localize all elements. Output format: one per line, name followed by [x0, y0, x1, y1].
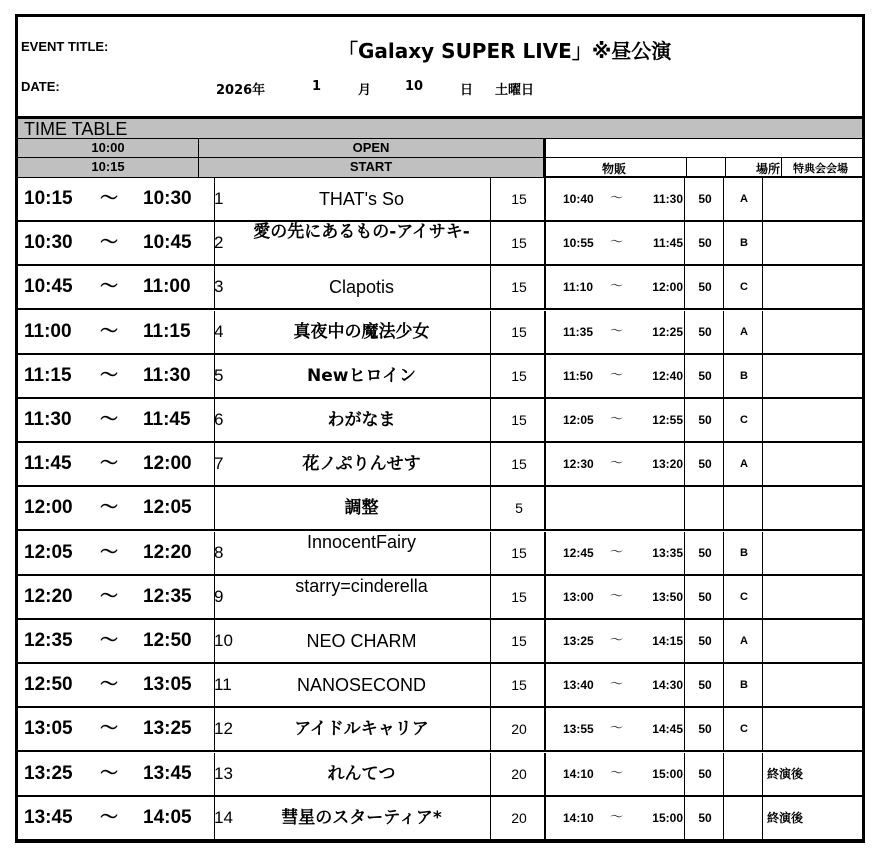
column-divider: [723, 487, 724, 529]
column-divider: [544, 399, 546, 441]
column-divider: [684, 708, 685, 750]
end-time: 11:45: [143, 409, 191, 430]
merch-tilde: ～: [610, 367, 624, 383]
start-time: 10:15: [24, 188, 73, 209]
time-tilde: ～: [100, 806, 118, 828]
column-divider: [762, 532, 763, 574]
merch-length: 50: [698, 457, 712, 472]
start-time: 12:20: [24, 585, 73, 607]
merch-end: 15:00: [652, 766, 683, 781]
column-divider: [684, 532, 685, 574]
merch-length: 50: [698, 368, 712, 383]
column-divider: [723, 443, 724, 485]
merch-end: 13:35: [652, 545, 683, 560]
column-divider: [684, 487, 685, 529]
merch-length: 50: [698, 413, 712, 427]
column-divider: [544, 664, 546, 706]
column-divider: [544, 576, 546, 618]
act-name: NEO CHARM: [306, 631, 417, 651]
column-divider: [684, 797, 685, 839]
column-divider: [723, 355, 724, 397]
merch-start: 12:05: [563, 413, 594, 427]
merch-tilde: ～: [610, 677, 624, 693]
merch-place: B: [740, 679, 748, 692]
merch-start: 12:30: [563, 457, 594, 472]
start-time: 13:45: [24, 806, 73, 828]
open-label: OPEN: [199, 139, 544, 158]
act-number: 14: [214, 807, 233, 827]
table-row: [18, 664, 865, 708]
column-divider: [544, 797, 546, 839]
act-name: アイドルキャリア: [294, 719, 429, 740]
column-divider: [684, 178, 685, 220]
column-divider: [723, 797, 724, 839]
act-number: 5: [214, 365, 224, 385]
column-divider: [214, 222, 215, 264]
column-divider: [544, 355, 546, 397]
merch-end: 11:45: [652, 236, 683, 251]
end-time: 10:45: [143, 232, 192, 254]
merch-length: 50: [698, 766, 712, 781]
merch-place: [725, 797, 763, 839]
timetable-label: TIME TABLE: [24, 119, 128, 139]
column-divider: [723, 532, 724, 574]
start-time: 10:45: [24, 276, 73, 298]
start-time: 12:05: [24, 541, 73, 563]
merch-start: 11:35: [563, 324, 594, 339]
date-day: 10: [405, 79, 424, 94]
act-number: 10: [214, 631, 233, 650]
table-row: [18, 753, 865, 797]
end-time: 13:45: [143, 762, 192, 784]
column-divider: [214, 797, 215, 839]
merch-tilde: ～: [610, 456, 624, 472]
column-divider: [723, 311, 724, 353]
table-row: [18, 178, 865, 222]
column-divider: [723, 664, 724, 706]
table-row: [18, 222, 865, 266]
merch-end: 13:50: [652, 589, 683, 604]
start-time: 12:35: [24, 630, 73, 651]
start-time: 12:00: [24, 497, 73, 519]
end-time: 11:15: [143, 320, 191, 342]
time-tilde: ～: [100, 276, 118, 298]
column-divider: [762, 620, 763, 662]
duration: 15: [511, 412, 527, 428]
merch-end: 12:00: [652, 280, 683, 295]
column-divider: [490, 532, 491, 574]
start-label: START: [199, 158, 544, 178]
merch-end: 14:15: [652, 634, 683, 648]
column-divider: [490, 487, 491, 529]
merch-place: C: [740, 723, 748, 736]
act-name: 彗星のスターティア*: [281, 807, 442, 828]
end-time: 13:05: [143, 674, 192, 696]
end-time: 11:30: [143, 364, 191, 386]
end-time: 12:35: [143, 585, 192, 607]
merch-tilde: ～: [610, 191, 624, 206]
start-time: 13:25: [24, 762, 73, 784]
merch-length: [687, 487, 723, 529]
column-divider: [214, 753, 215, 795]
column-divider: [723, 266, 724, 308]
duration: 20: [511, 809, 527, 826]
table-row: [18, 399, 865, 443]
date-month: 1: [312, 79, 322, 94]
column-divider: [762, 443, 763, 485]
column-divider: [762, 664, 763, 706]
column-divider: [544, 708, 546, 750]
column-divider: [214, 355, 215, 397]
duration: 15: [511, 456, 527, 473]
start-time: 13:05: [24, 718, 73, 740]
merch-start: 14:10: [563, 810, 594, 825]
duration: 5: [515, 500, 523, 517]
merch-header: 物販: [602, 162, 627, 176]
column-divider: [214, 532, 215, 574]
column-divider: [214, 664, 215, 706]
timetable-bar: [18, 116, 862, 139]
act-name: れんてつ: [327, 763, 396, 784]
column-divider: [762, 178, 763, 220]
column-divider: [723, 753, 724, 795]
merch-start: 13:55: [563, 722, 594, 737]
merch-tilde: ～: [610, 279, 624, 295]
act-number: 7: [214, 454, 224, 474]
merch-place: A: [740, 325, 748, 338]
column-divider: [684, 311, 685, 353]
duration: 15: [511, 367, 527, 384]
column-divider: [684, 753, 685, 795]
place-header: 場所: [756, 162, 781, 176]
merch-header-row: [544, 158, 865, 178]
table-row: [18, 576, 865, 620]
merch-end: 12:25: [652, 324, 683, 339]
merch-end: 13:20: [652, 457, 683, 472]
merch-length: 50: [698, 722, 712, 737]
column-divider: [490, 355, 491, 397]
merch-place: C: [740, 414, 748, 426]
merch-tilde: ～: [610, 633, 624, 648]
merch-tilde: ～: [610, 323, 624, 339]
duration: 15: [511, 323, 527, 340]
column-divider: [762, 708, 763, 750]
merch-length: 50: [698, 280, 712, 295]
column-divider: [762, 399, 763, 441]
time-tilde: ～: [100, 320, 118, 342]
event-title: 「Galaxy SUPER LIVE」※昼公演: [338, 39, 672, 63]
column-divider: [684, 266, 685, 308]
act-name: THAT's So: [318, 189, 405, 209]
merch-length: 50: [698, 634, 712, 648]
merch-start: 10:40: [563, 192, 594, 206]
column-divider: [490, 664, 491, 706]
merch-length: 50: [698, 324, 712, 339]
column-divider: [684, 443, 685, 485]
time-tilde: ～: [100, 409, 118, 430]
end-time: 12:00: [143, 453, 192, 475]
merch-start: 13:25: [563, 634, 594, 648]
column-divider: [490, 399, 491, 441]
table-row: [18, 532, 865, 576]
header-blank: [544, 139, 865, 158]
table-row: [18, 355, 865, 399]
merch-end: 15:00: [652, 810, 683, 825]
event-header: [18, 17, 862, 116]
time-tilde: ～: [100, 541, 118, 563]
end-time: 13:25: [143, 718, 192, 740]
duration: 20: [511, 765, 527, 782]
column-divider: [490, 797, 491, 839]
time-tilde: ～: [100, 364, 118, 386]
table-row: [18, 797, 865, 841]
column-divider: [490, 753, 491, 795]
merch-tilde: ～: [610, 544, 624, 560]
merch-tilde: ～: [610, 588, 624, 604]
open-time: 10:00: [18, 139, 199, 158]
column-divider: [684, 355, 685, 397]
column-divider: [684, 620, 685, 662]
merch-place: B: [740, 369, 748, 382]
act-number: 6: [214, 410, 224, 429]
merch-length: 50: [698, 678, 712, 693]
merch-place: B: [740, 546, 748, 559]
merch-tilde: ～: [610, 809, 624, 825]
column-divider: [684, 399, 685, 441]
merch-start: 14:10: [563, 766, 594, 781]
column-divider: [723, 576, 724, 618]
start-time: 11:00: [24, 320, 72, 342]
merch-length: 50: [698, 810, 712, 825]
merch-tilde: ～: [610, 235, 624, 251]
merch-place: A: [740, 193, 748, 205]
merch-end: 12:40: [652, 368, 683, 383]
duration: 15: [511, 633, 527, 649]
column-divider: [490, 311, 491, 353]
duration: 15: [511, 191, 527, 207]
column-divider: [544, 222, 546, 264]
column-divider: [544, 311, 546, 353]
merch-length: 50: [698, 545, 712, 560]
act-name: NANOSECOND: [296, 675, 426, 696]
act-number: 1: [214, 189, 224, 208]
column-divider: [723, 178, 724, 220]
end-time: 10:30: [143, 188, 192, 209]
column-divider: [490, 576, 491, 618]
act-name: Newヒロイン: [307, 365, 416, 386]
column-divider: [723, 708, 724, 750]
merch-start: 12:45: [563, 545, 594, 560]
time-tilde: ～: [100, 453, 118, 475]
column-divider: [214, 178, 215, 220]
column-divider: [762, 311, 763, 353]
merch-length: 50: [698, 192, 712, 206]
column-divider: [490, 178, 491, 220]
merch-place: [725, 487, 763, 529]
act-name: 花ノぷりんせす: [302, 454, 421, 475]
column-divider: [490, 222, 491, 264]
column-divider: [490, 620, 491, 662]
column-divider: [214, 311, 215, 353]
column-divider: [214, 708, 215, 750]
column-divider: [214, 576, 215, 618]
start-time: 10:30: [24, 232, 73, 254]
duration: 15: [511, 588, 527, 605]
time-tilde: ～: [100, 762, 118, 784]
special-header: 特典会会場: [793, 163, 848, 175]
column-divider: [684, 664, 685, 706]
act-number: 3: [214, 277, 224, 297]
date-day-unit: 日: [460, 83, 474, 98]
date-month-unit: 月: [358, 83, 372, 98]
time-tilde: ～: [100, 630, 118, 651]
column-divider: [762, 753, 763, 795]
act-number: 4: [214, 321, 224, 341]
column-divider: [544, 178, 546, 220]
column-divider: [544, 487, 546, 529]
column-divider: [684, 576, 685, 618]
column-divider: [544, 620, 546, 662]
column-divider: [214, 399, 215, 441]
column-divider: [214, 443, 215, 485]
table-row: [18, 266, 865, 310]
date-year: 2026年: [216, 83, 266, 98]
end-time: 11:00: [143, 276, 191, 298]
time-tilde: ～: [100, 585, 118, 607]
act-number: 13: [214, 763, 233, 783]
merch-end: 14:45: [652, 722, 683, 737]
act-name: InnocentFairy: [306, 531, 417, 552]
merch-place: C: [740, 281, 748, 294]
duration: 15: [511, 544, 527, 561]
merch-place: C: [740, 590, 748, 603]
column-divider: [762, 487, 763, 529]
merch-tilde: ～: [610, 412, 624, 427]
event-title-label: EVENT TITLE:: [21, 39, 109, 54]
table-row: [18, 487, 865, 531]
special-venue: 終演後: [767, 766, 804, 781]
start-time: 11:30: [24, 409, 72, 430]
duration: 15: [511, 279, 527, 296]
column-divider: [214, 620, 215, 662]
merch-place: [725, 753, 763, 795]
merch-tilde: ～: [610, 721, 624, 737]
column-divider: [723, 222, 724, 264]
merch-length: 50: [698, 589, 712, 604]
merch-start: 13:00: [563, 589, 594, 604]
merch-start: 11:10: [563, 280, 594, 295]
merch-place: A: [740, 635, 748, 647]
column-divider: [684, 222, 685, 264]
act-number: 12: [214, 719, 233, 739]
merch-start: 11:50: [563, 368, 594, 383]
act-number: 2: [214, 233, 224, 253]
special-venue: 終演後: [767, 810, 804, 825]
column-divider: [723, 620, 724, 662]
merch-length: 50: [698, 236, 712, 251]
column-divider: [544, 443, 546, 485]
act-number: 8: [214, 542, 224, 562]
merch-place: B: [740, 237, 748, 250]
start-time: 11:45: [24, 453, 72, 475]
column-divider: [762, 576, 763, 618]
start-time: 11:15: [24, 364, 72, 386]
column-divider: [490, 708, 491, 750]
column-divider: [762, 355, 763, 397]
column-divider: [762, 797, 763, 839]
table-row: [18, 443, 865, 487]
column-divider: [490, 443, 491, 485]
column-divider: [214, 487, 215, 529]
merch-end: [643, 487, 683, 529]
merch-tilde: ～: [610, 765, 624, 781]
timetable-sheet: [15, 14, 865, 843]
table-row: [18, 311, 865, 355]
column-divider: [490, 266, 491, 308]
start-time: 10:15: [18, 158, 199, 178]
time-tilde: ～: [100, 497, 118, 519]
time-tilde: ～: [100, 232, 118, 254]
merch-start: 10:55: [563, 236, 594, 251]
time-tilde: ～: [100, 718, 118, 740]
column-divider: [762, 222, 763, 264]
act-number: 9: [214, 586, 224, 606]
end-time: 12:05: [143, 497, 192, 519]
table-row: [18, 708, 865, 752]
act-name: 愛の先にあるもの-アイサキ-: [253, 222, 470, 243]
date-label: DATE:: [21, 79, 60, 94]
duration: 20: [511, 721, 527, 738]
merch-start: 13:40: [563, 678, 594, 693]
end-time: 12:20: [143, 541, 192, 563]
merch-place: A: [740, 458, 748, 471]
act-name: starry=cinderella: [295, 575, 428, 596]
column-divider: [544, 532, 546, 574]
act-name: 真夜中の魔法少女: [293, 321, 430, 342]
date-weekday: 土曜日: [495, 83, 535, 98]
act-name: 調整: [344, 498, 379, 519]
merch-end: 14:30: [652, 678, 683, 693]
duration: 15: [511, 235, 527, 252]
merch-end: 12:55: [652, 413, 683, 427]
time-tilde: ～: [100, 674, 118, 696]
merch-end: 11:30: [652, 192, 683, 206]
column-divider: [214, 266, 215, 308]
table-row: [18, 620, 865, 664]
column-divider: [544, 266, 546, 308]
end-time: 14:05: [143, 806, 192, 828]
column-divider: [762, 266, 763, 308]
duration: 15: [511, 677, 527, 694]
time-tilde: ～: [100, 188, 118, 209]
column-divider: [544, 753, 546, 795]
act-number: 11: [214, 675, 232, 695]
act-name: わがなま: [327, 410, 396, 430]
act-name: Clapotis: [328, 277, 395, 298]
column-divider: [723, 399, 724, 441]
start-time: 12:50: [24, 674, 73, 696]
end-time: 12:50: [143, 630, 192, 651]
